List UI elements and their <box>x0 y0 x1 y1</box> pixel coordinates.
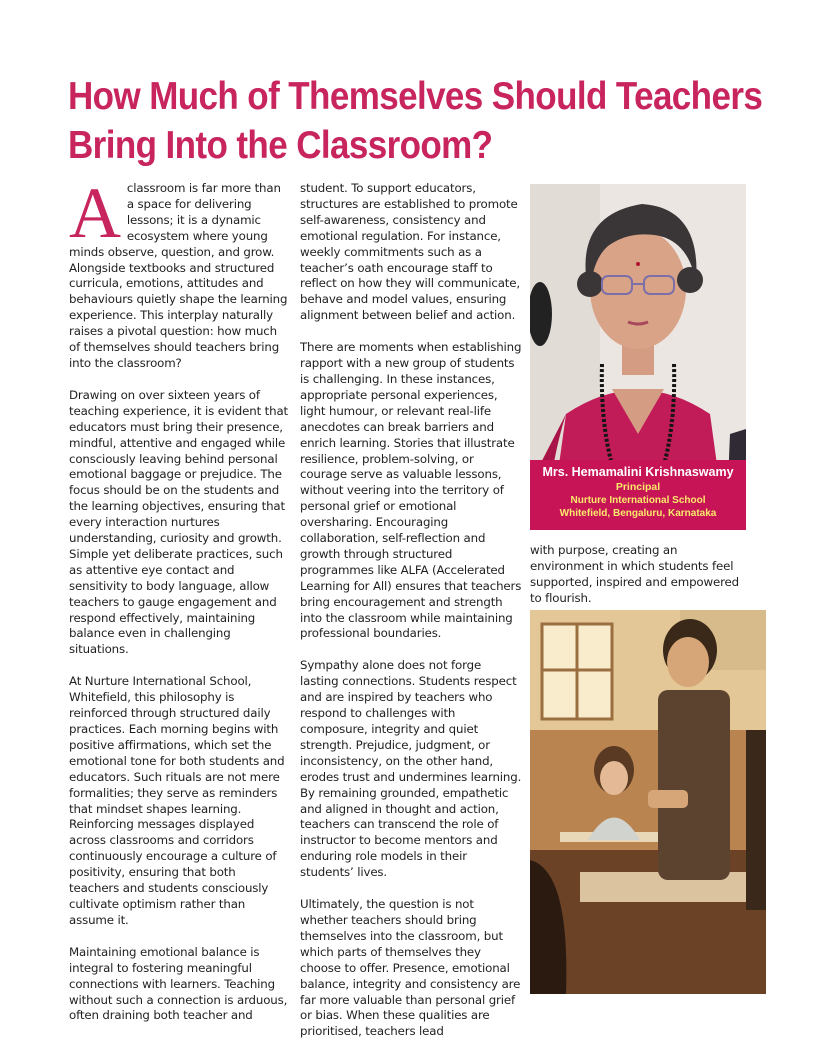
paragraph: student. To support educators, structures are established to promote self-awareness, consistency and emotional regulation. For instance, weekly commitments such as a teacher’s oath encourage staff to reflect on how they will communicate, behave and model values, ensuring alignment between belief and action. <box>300 181 520 323</box>
paragraph: At Nurture International School, Whitefield, this philosophy is reinforced through structured daily practices. Each morning begins with positive affirmations, which set the emotional tone for both students and educators. Such rituals are not mere formalities; they serve as reminders that mindset shapes learning. Reinforcing messages displayed across classrooms and corridors continuously encourage a culture of positivity, ensuring that both teachers and students consciously cultivate optimism rather than assume it. <box>69 674 285 927</box>
author-caption <box>530 460 746 530</box>
article-title: How Much of Themselves Should Teachers Bring Into the Classroom? <box>68 74 763 168</box>
classroom-illustration <box>530 610 766 994</box>
text-column-2 <box>300 181 522 1056</box>
author-school: Nurture International School <box>570 495 706 506</box>
author-photo <box>530 184 746 530</box>
author-role: Principal <box>615 481 661 493</box>
paragraph: with purpose, creating an environment in which students feel supported, inspired and empowered to flourish. <box>530 543 739 605</box>
paragraph: There are moments when establishing rapport with a new group of students is challenging. In these instances, appropriate personal experiences, light humour, or relevant real-life anecdotes can break barriers and enrich learning. Stories that illustrate resilience, problem-solving, or courage serve as valuable lessons, without veering into the territory of personal grief or emotional oversharing. Encouraging collaboration, self-reflection and growth through structured programmes like ALFA (Accelerated Learning for All) ensures that teachers bring encouragement and strength into the classroom while maintaining professional boundaries. <box>300 340 522 641</box>
paragraph: Ultimately, the question is not whether teachers should bring themselves into the classroom, but which parts of themselves they choose to offer. Presence, emotional balance, integrity and consistency are far more valuable than personal grief or bias. When these qualities are prioritised, teachers lead <box>300 897 521 1039</box>
drop-cap: A <box>69 173 121 253</box>
paragraph: Sympathy alone does not forge lasting connections. Students respect and are inspired by teachers who respond to challenges with composure, integrity and quiet strength. Prejudice, judgment, or inconsistency, on the other hand, erodes trust and undermines learning. By remaining grounded, empathetic and aligned in thought and action, teachers can transcend the role of instructor to become mentors and enduring role models in their students’ lives. <box>300 658 522 880</box>
text-column-1 <box>69 173 289 1040</box>
paragraph: Drawing on over sixteen years of teaching experience, it is evident that educators must bring their presence, mindful, attentive and engaged while consciously leaving behind personal emotional baggage or prejudice. The focus should be on the students and the learning objectives, ensuring that every interaction nurtures understanding, curiosity and growth. Simple yet deliberate practices, such as attentive eye contact and sensitivity to body language, allow teachers to gauge engagement and respond effectively, maintaining balance even in challenging situations. <box>69 387 288 657</box>
paragraph: Maintaining emotional balance is integral to fostering meaningful connections with learners. Teaching without such a connection is arduous, often draining both teacher and <box>69 944 288 1023</box>
paragraph-text: classroom is far more than a space for delivering lessons; it is a dynamic ecosystem where young minds observe, question, and grow. Alongside textbooks and structured curricula, emotions, attitudes and behaviours quietly shape the learning experience. This interplay naturally raises a pivotal question: how much of themselves should teachers bring into the classroom? <box>69 181 288 370</box>
author-name: Mrs. Hemamalini Krishnaswamy <box>542 465 734 479</box>
author-location: Whitefield, Bengaluru, Karnataka <box>559 508 717 519</box>
paragraph <box>69 173 289 372</box>
